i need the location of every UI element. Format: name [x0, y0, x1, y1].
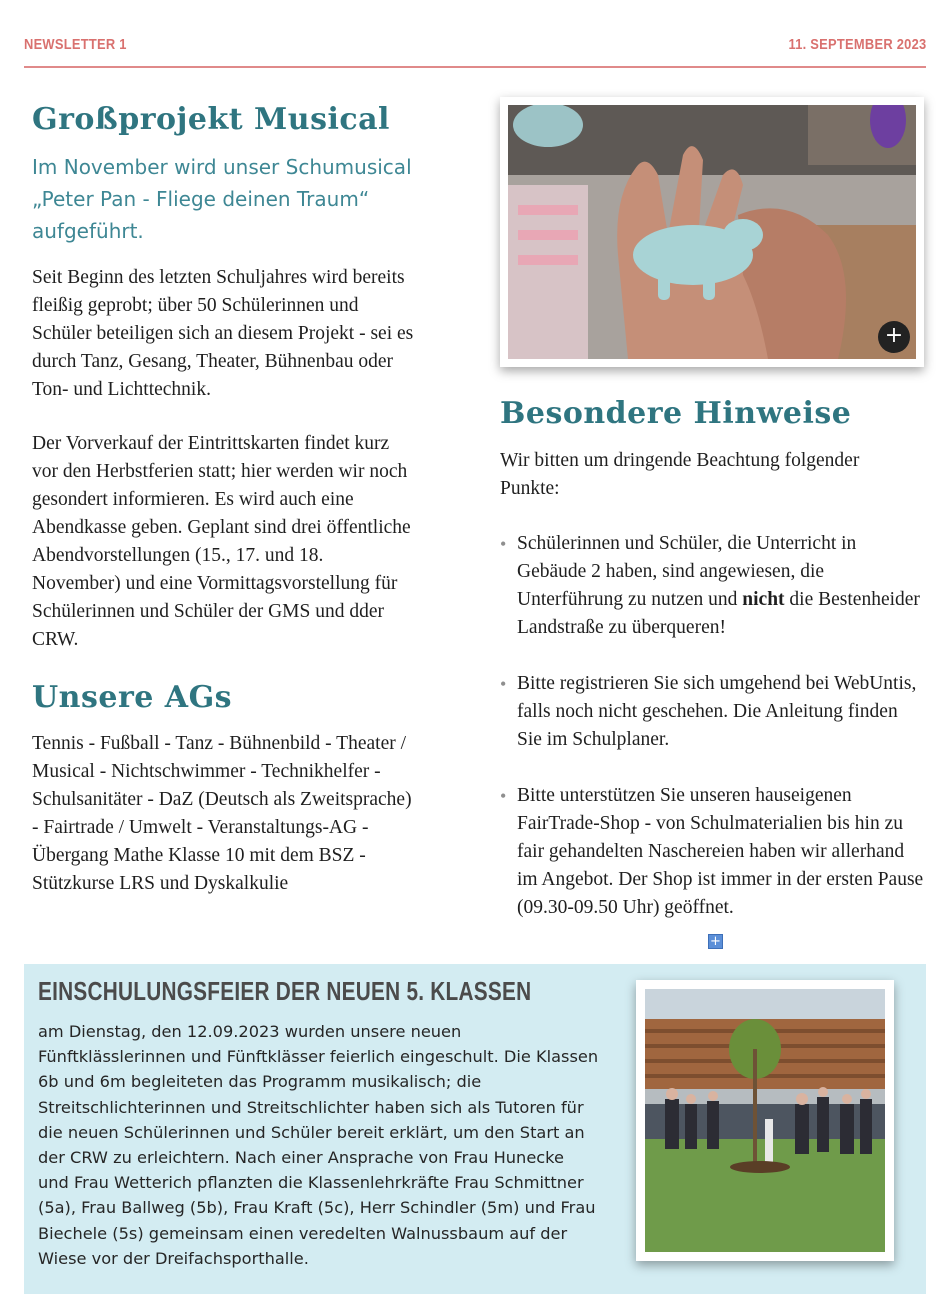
- ags-title: Unsere AGs: [32, 680, 233, 715]
- einschulung-text: am Dienstag, den 12.09.2023 wurden unsere neuen Fünftklässlerinnen und Fünftklässer feierlich eingeschult. Die Klassen 6b und 6m begleiteten das Programm musikalisch; die Streitschlichterinnen und Streitschlichter haben sich als Tutoren für die neuen Schülerinnen und Schüler bereit erklärt, um den Start an der CRW zu erleichtern. Nach einer Ansprache von Frau Hunecke und Frau Wetterich pflanzten die Klassenlehrkräfte Frau Schmittner (5a), Frau Ballweg (5b), Frau Kraft (5c), Herr Schindler (5m) und Frau Biechele (5s) gemeinsam einen veredelten Walnussbaum auf der Wiese vor der Dreifachsporthalle.: [38, 1022, 599, 1268]
- tree-planting-illustration: [645, 989, 885, 1252]
- clay-photo[interactable]: [500, 97, 924, 367]
- tree-planting-photo[interactable]: [636, 980, 894, 1261]
- musical-paragraph-1: Seit Beginn des letzten Schuljahres wird bereits fleißig geprobt; über 50 Schülerinnen und Schüler beteiligen sich an diesem Projekt - sei es durch Tanz, Gesang, Theater, Bühnenbau oder Ton- und Lichttechnik.: [32, 267, 414, 400]
- bullet-icon: •: [500, 674, 507, 694]
- hinweise-title: Besondere Hinweise: [500, 396, 852, 431]
- list-item: • Bitte registrieren Sie sich umgehend bei WebUntis, falls noch nicht geschehen. Die Anleitung finden Sie im Schulplaner.: [500, 670, 926, 754]
- clay-photo-illustration: [508, 105, 916, 359]
- tree-planting-image: [645, 989, 885, 1252]
- hinweise-list: [500, 530, 926, 950]
- list-item: • Schülerinnen und Schüler, die Unterricht in Gebäude 2 haben, sind angewiesen, die Unterführung zu nutzen und nicht die Bestenheider Landstraße zu überqueren!: [500, 530, 926, 642]
- newsletter-date: 11. SEPTEMBER 2023: [787, 36, 926, 53]
- clay-photo-image: [508, 105, 916, 359]
- newsletter-label: NEWSLETTER 1: [24, 36, 127, 53]
- ags-list: Tennis - Fußball - Tanz - Bühnenbild - Theater / Musical - Nichtschwimmer - Technikhelfer - Schulsanitäter - DaZ (Deutsch als Zweitsprache) - Fairtrade / Umwelt - Veranstaltungs-AG - Übergang Mathe Klasse 10 mit dem BSZ - Stützkurse LRS und Dyskalkulie: [32, 733, 412, 894]
- musical-subtitle: Im November wird unser Schumusical „Peter Pan - Fliege deinen Traum“ aufgeführt.: [32, 155, 412, 243]
- einschulung-section: [24, 964, 926, 1294]
- newsletter-header: [24, 34, 926, 68]
- hinweise-intro: Wir bitten um dringende Beachtung folgender Punkte:: [500, 450, 860, 499]
- musical-title: Großprojekt Musical: [32, 102, 390, 137]
- einschulung-title: EINSCHULUNGSFEIER DER NEUEN 5. KLASSEN: [38, 976, 532, 1006]
- add-icon[interactable]: +: [878, 321, 910, 353]
- insert-plus-icon[interactable]: +: [708, 934, 723, 949]
- bullet-icon: •: [500, 786, 507, 806]
- musical-paragraph-2: Der Vorverkauf der Eintrittskarten findet kurz vor den Herbstferien statt; hier werden wir noch gesondert informieren. Es wird auch eine Abendkasse geben. Geplant sind drei öffentliche Abendvorstellungen (15., 17. und 18. November) und eine Vormittagsvorstellung für Schülerinnen und Schüler der GMS und dder CRW.: [32, 433, 411, 650]
- list-item: • Bitte unterstützen Sie unseren hauseigenen FairTrade-Shop - von Schulmaterialien bis hin zu fair gehandelten Naschereien haben wir allerhand im Angebot. Der Shop ist immer in der ersten Pause (09.30-09.50 Uhr) geöffnet.: [500, 782, 926, 922]
- bullet-icon: •: [500, 534, 507, 554]
